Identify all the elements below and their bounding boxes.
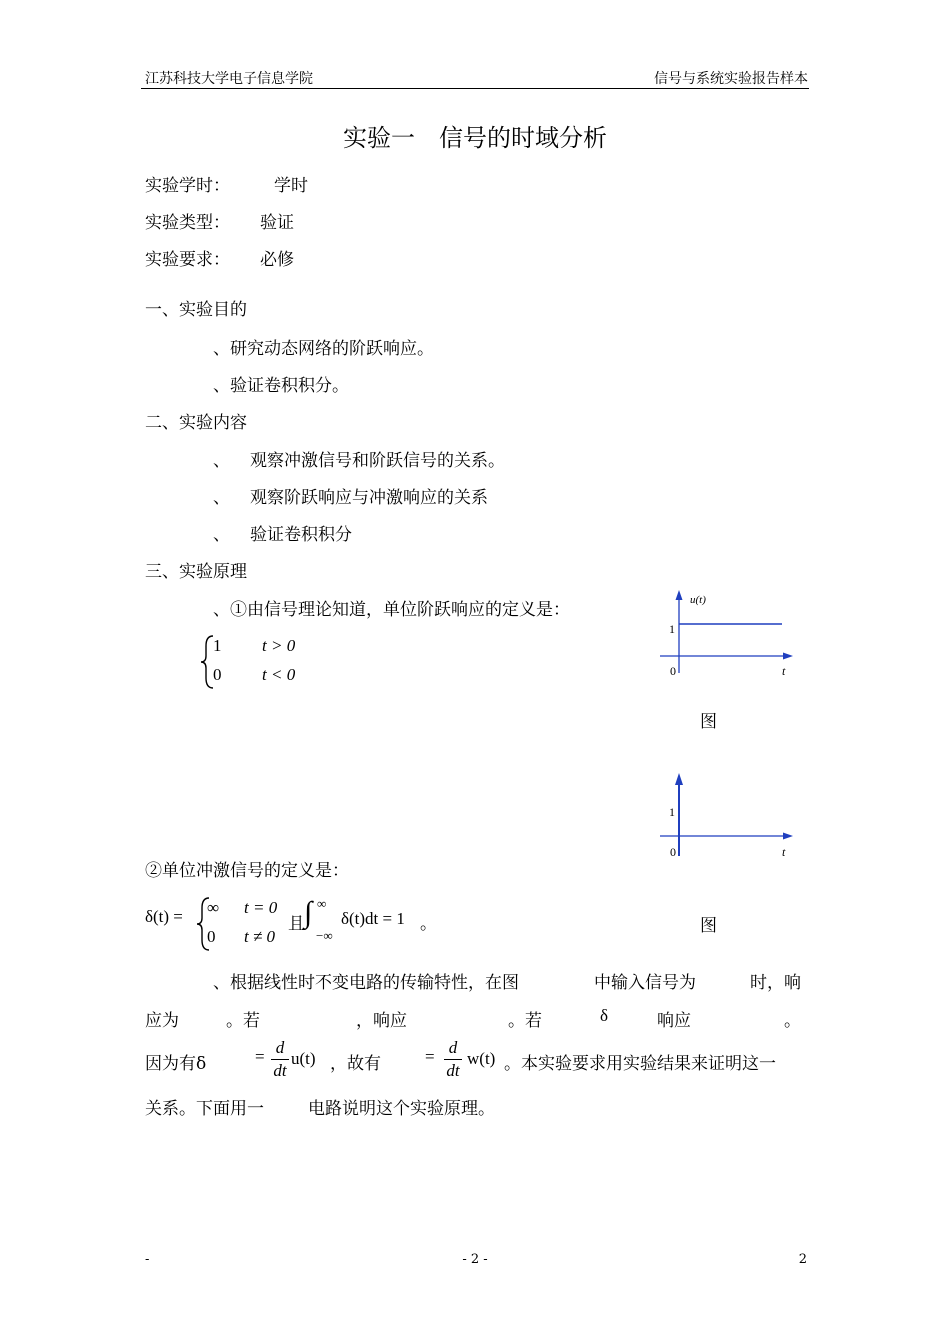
delta-case-2-value: 0 [207, 927, 216, 946]
figure-1-label: 图 [700, 712, 717, 732]
fraction-1-den: dt [273, 1061, 287, 1080]
p3-line1-a: 、根据线性时不变电路的传输特性，在图 [213, 973, 519, 993]
fraction-2-num: d [448, 1038, 458, 1057]
step-graph-tick-1: 1 [669, 622, 675, 636]
delta-lhs: δ(t) = [145, 907, 183, 926]
s1-item-1: 、研究动态网络的阶跃响应。 [213, 339, 434, 359]
step-case-2-condition: t < 0 [262, 665, 296, 684]
p3-line3-w: w(t) [467, 1049, 496, 1068]
step-graph-x-arrow [783, 653, 793, 660]
p3-line2-c: ，响应 [356, 1011, 407, 1031]
hours-label: 实验学时： [145, 176, 230, 196]
step-graph-xlabel: t [782, 664, 786, 678]
integral-body: δ(t)dt = 1 [341, 909, 405, 928]
figure-2-label: 图 [700, 916, 717, 936]
p3-line4-b: 电路说明这个实验原理。 [308, 1099, 495, 1119]
section-1-heading: 一、实验目的 [145, 300, 247, 320]
header-right: 信号与系统实验报告样本 [654, 71, 808, 87]
s2-item-1: 观察冲激信号和阶跃信号的关系。 [250, 451, 505, 471]
footer-right: 2 [798, 1252, 807, 1267]
delta-case-1-value: ∞ [207, 898, 220, 917]
section-3-heading: 三、实验原理 [145, 562, 247, 582]
p3-line1-b: 中输入信号为 [594, 973, 696, 993]
delta-case-1-condition: t = 0 [244, 898, 278, 917]
integral-upper: ∞ [317, 896, 327, 911]
page-title: 实验一 信号的时域分析 [343, 124, 607, 152]
s1-item-2: 、验证卷积积分。 [213, 376, 349, 396]
type-label: 实验类型： [145, 213, 230, 233]
impulse-graph-origin: 0 [670, 845, 676, 859]
impulse-intro: ②单位冲激信号的定义是： [145, 861, 349, 881]
req-label: 实验要求： [145, 250, 230, 270]
p3-line2-f: 响应 [657, 1011, 691, 1031]
p3-line2-d: 。若 [508, 1011, 542, 1031]
delta-case-2-condition: t ≠ 0 [244, 927, 276, 946]
p3-line3-b: ，故有 [330, 1054, 381, 1074]
p3-line3-u: u(t) [291, 1049, 316, 1068]
p3-line3-a: 因为有δ [145, 1054, 207, 1074]
p3-line1-c: 时，响 [750, 973, 801, 993]
step-graph [655, 585, 800, 680]
p3-line3-eq2: = [425, 1047, 435, 1066]
impulse-graph-spike-arrow [675, 773, 683, 785]
req-value: 必修 [260, 250, 294, 270]
s2-item-3: 验证卷积积分 [250, 525, 352, 545]
impulse-graph-tick-1: 1 [669, 805, 675, 819]
footer-page-number: - 2 - [462, 1252, 488, 1267]
footer-left: - [145, 1252, 150, 1267]
fraction-2-den: dt [446, 1061, 460, 1080]
s2-item-2: 观察阶跃响应与冲激响应的关系 [250, 488, 488, 508]
fraction-d-dt-1 [271, 1037, 289, 1082]
hours-value: 学时 [274, 176, 308, 196]
p3-line3-eq1: = [255, 1047, 265, 1066]
fraction-d-dt-2 [444, 1037, 462, 1082]
s2-bullet-1: 、 [213, 451, 230, 471]
integral-lower: −∞ [316, 928, 333, 943]
impulse-graph [655, 768, 800, 863]
impulse-graph-xlabel: t [782, 845, 786, 859]
p3-line4-a: 关系。下面用一 [145, 1099, 264, 1119]
integral-sign: ∫ [304, 896, 313, 929]
p3-line2-g: 。 [784, 1011, 801, 1031]
step-case-2-value: 0 [213, 665, 222, 684]
step-graph-y-arrow [676, 590, 683, 600]
p3-line2-b: 。若 [226, 1011, 260, 1031]
p3-line2-a: 应为 [145, 1011, 179, 1031]
delta-period: 。 [420, 914, 437, 934]
type-value: 验证 [260, 213, 294, 233]
step-case-1-condition: t > 0 [262, 636, 296, 655]
s2-bullet-2: 、 [213, 488, 230, 508]
step-graph-ylabel: u(t) [690, 594, 706, 606]
section-2-heading: 二、实验内容 [145, 413, 247, 433]
p3-line3-c: 。本实验要求用实验结果来证明这一 [504, 1054, 776, 1074]
s2-bullet-3: 、 [213, 525, 230, 545]
step-graph-origin: 0 [670, 664, 676, 678]
header-rule [141, 88, 809, 89]
header-left: 江苏科技大学电子信息学院 [145, 71, 313, 87]
p3-line2-e: δ [600, 1006, 609, 1025]
and-text: 且 [288, 914, 305, 934]
impulse-graph-x-arrow [783, 833, 793, 840]
fraction-1-num: d [275, 1038, 285, 1057]
step-case-1-value: 1 [213, 636, 222, 655]
step-intro: 、①由信号理论知道，单位阶跃响应的定义是： [213, 600, 570, 620]
